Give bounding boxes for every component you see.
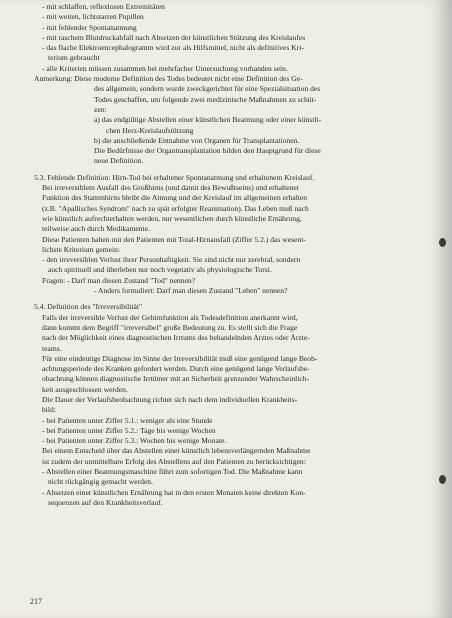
text-line: - bei Patienten unter Ziffer 5.3.: Wochen bis wenige Monate. xyxy=(42,436,227,446)
text-line: auch spirituell und überleben nur noch vegetativ als physiologische Torsi. xyxy=(48,265,272,275)
text-line: chen Herz-Kreislaufstützung xyxy=(106,125,194,135)
text-line: Todes geschaffen, um folgende zwei medizinische Maßnahmen zu schüt- xyxy=(94,94,317,104)
text-line: lichste Kriterium gemein: xyxy=(42,244,121,254)
text-line: keit ausgeschlossen werden. xyxy=(42,384,128,394)
text-line: - Abstellen einer Beatmungsmaschine führt zum sofortigen Tod. Die Maßnahme kann xyxy=(42,467,303,477)
text-line: sequenzen auf den Krankheitsverlauf. xyxy=(48,497,163,507)
text-line: - mit raschem Blutdruckabfall nach Absetzen der künstlichen Stützung des Kreislaufes xyxy=(42,32,306,42)
text-line: - den irreversiblen Verlust ihrer Personhaftigkeit. Sie sind nicht nur zerebral, sondern xyxy=(42,255,301,265)
text-line: a) das endgültige Abstellen einer künstlichen Beatmung oder einer künstli- xyxy=(94,115,322,125)
text-line: bild: xyxy=(42,405,56,415)
text-line: 5.3. Fehlende Definition: Hirn-Tod bei erhaltener Spontanatmung und erhaltenem Kreislauf. xyxy=(34,172,315,182)
text-line: - alle Kriterien müssen zusammen bei mehrfacher Untersuchung vorhanden sein. xyxy=(42,63,288,73)
page-body-text xyxy=(34,2,430,508)
text-line: Für eine eindeutige Diagnose im Sinne der Irreversibilität muß eine genügend lange Beob- xyxy=(42,353,318,363)
text-line: 5.4. Definition des "Irreversibilität" xyxy=(34,302,143,312)
text-line: - mit fehlender Spontanatmung xyxy=(42,22,137,32)
binder-hole-icon xyxy=(439,475,446,484)
text-line: Die Dauer der Verlaufsbeobachtung richtet sich nach dem individuellen Krankheits- xyxy=(42,394,298,404)
text-line: wie künstlich aufrechterhalten werden, nur wesentlichen durch künstliche Ernährung, xyxy=(42,213,302,223)
text-line: Falls der irreversible Verlust der Gehirnfunktion als Todesdefinition anerkannt wird, xyxy=(42,312,298,322)
text-line: - mit weiten, lichtstarren Pupillen xyxy=(42,12,144,22)
text-line: Diese Patienten haben mit den Patienten mit Total-Hirnausfall (Ziffer 5.2.) das wesent- xyxy=(42,234,306,244)
text-line: dann kommt dem Begriff "irreversibel" große Bedeutung zu. Es stellt sich die Frage xyxy=(42,322,298,332)
text-line: nach der Möglichkeit eines diagnostischen Irrtums des behandelnden Arztes oder Ärzte- xyxy=(42,333,310,343)
text-line: Fragen: - Darf man diesen Zustand "Tod" nennen? xyxy=(42,275,196,285)
text-line: zen: xyxy=(94,104,107,114)
text-line: - Absetzen einer künstlichen Ernährung hat in den ersten Monaten keine direkten Kon- xyxy=(42,487,306,497)
text-line: des allgemein, sondern wurde zweckgerichtet für eine Spezialsituation des xyxy=(94,84,321,94)
text-line: obachtung können diagnostische Irrtümer mit an Sicherheit grenzender Wahrscheinlich- xyxy=(42,374,310,384)
text-line: teams. xyxy=(42,343,62,353)
text-line: Funktion des Stammhirns bleibt die Atmung und der Kreislauf im allgemeinen erhalten xyxy=(42,193,308,203)
binder-hole-icon xyxy=(439,238,446,247)
text-line: nicht rückgängig gemacht werden. xyxy=(48,477,154,487)
text-line: Anmerkung: Diese moderne Definition des Todes bedeutet nicht eine Definition des Ge- xyxy=(34,74,303,84)
text-line: neue Definition. xyxy=(94,156,144,166)
text-line: - bei Patienten unter Ziffer 5.2.: Tage bis wenige Wochen xyxy=(42,425,216,435)
text-line: Bei irreversiblem Ausfall des Großhirns (und damit des Bewußtseins) und erhaltener xyxy=(42,183,300,193)
text-line: achtungsperiode des Kranken gefordert werden. Durch eine genügend lange Verlaufsbe- xyxy=(42,364,310,374)
text-line: Die Bedürfnisse der Organtransplantation bilden den Hauptgrund für diese xyxy=(94,146,321,156)
text-line: - mit schlaffen, reflexlosen Extremitäten xyxy=(42,2,165,11)
text-line: (z.B. "Apallisches Syndrom" nach zu spät erfolgter Reanimation). Das Leben muß nach xyxy=(42,203,309,213)
page-number: 217 xyxy=(30,597,42,606)
text-line: teilweise auch durch Medikamente. xyxy=(42,224,150,234)
text-line: terium gebraucht xyxy=(48,53,100,63)
text-line: b) die anschließende Entnahme von Organen für Transplantationen. xyxy=(94,135,300,145)
text-line: - bei Patienten unter Ziffer 5.1.: weniger als eine Stunde xyxy=(42,415,213,425)
text-line: - das flache Elektroencephalogramm wird zur als Hilfsmittel, nicht als definitives Kri- xyxy=(42,43,304,53)
text-line: Bei einem Entscheid über das Abstellen einer künstlich lebensverlängernden Maßnahme xyxy=(42,446,311,456)
text-line: ist zudem der unmittelbare Erfolg des Abstellens auf den Patienten zu berücksichtigen: xyxy=(42,456,306,466)
text-line: - Anders formuliert: Darf man diesen Zustand "Leben" nennen? xyxy=(94,286,288,296)
